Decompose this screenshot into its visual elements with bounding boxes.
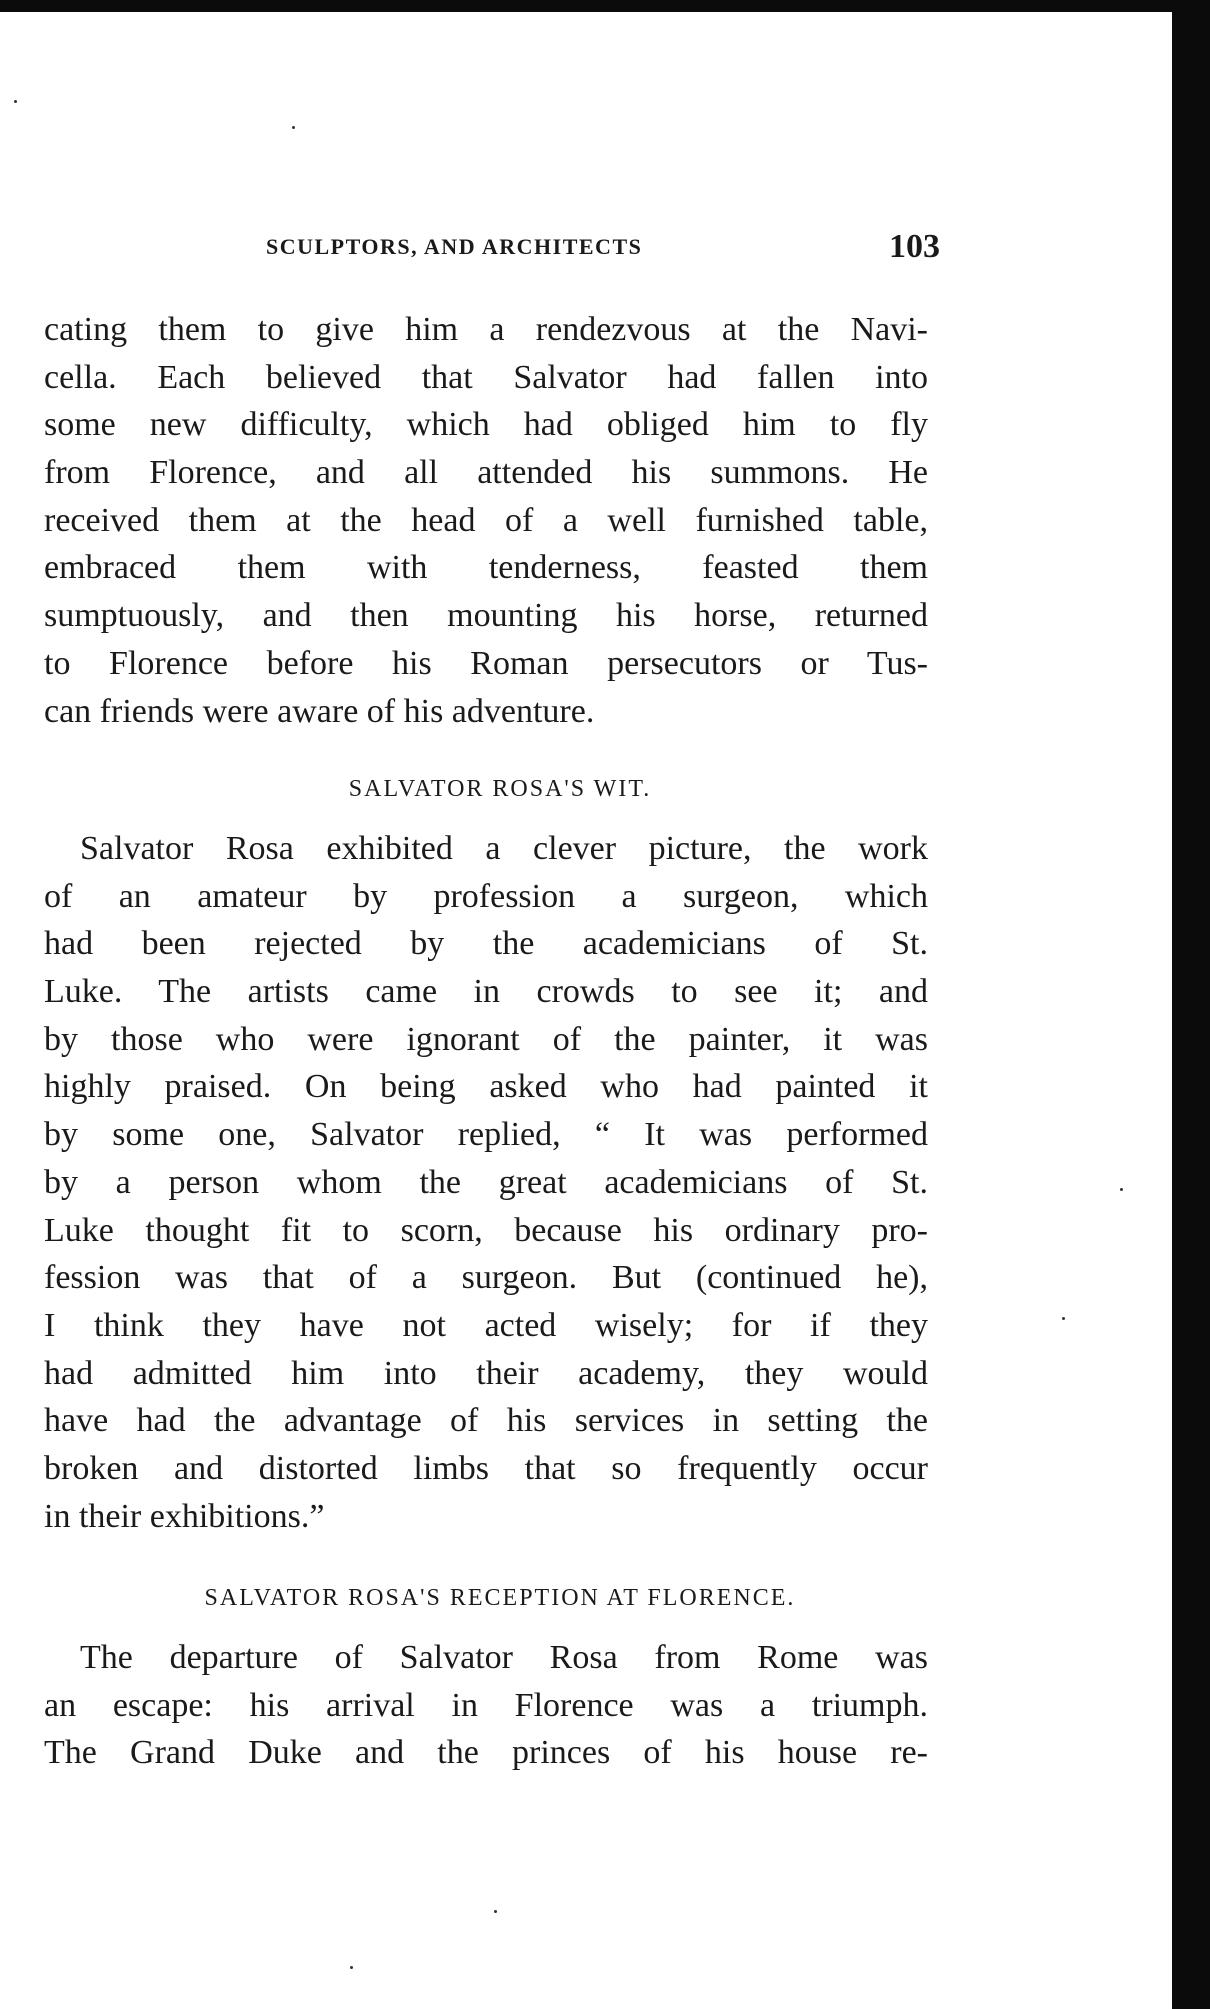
text-line: can friends were aware of his adventure. xyxy=(44,692,595,730)
text-line: some new difficulty, which had obliged him to fly xyxy=(44,406,928,444)
text-line: had been rejected by the academicians of St. xyxy=(44,925,928,963)
text-line: embraced them with tenderness, feasted them xyxy=(44,549,928,587)
text-line: Luke. The artists came in crowds to see it; and xyxy=(44,973,928,1011)
text-line: an escape: his arrival in Florence was a triumph. xyxy=(44,1686,928,1724)
running-head xyxy=(60,228,940,268)
text-line: sumptuously, and then mounting his horse, returned xyxy=(44,597,928,635)
section-heading: SALVATOR ROSA'S RECEPTION AT FLORENCE. xyxy=(204,1585,796,1611)
text-line: The departure of Salvator Rosa from Rome was xyxy=(80,1639,928,1676)
text-line: had admitted him into their academy, they would xyxy=(44,1354,928,1392)
text-line: broken and distorted limbs that so frequently occur xyxy=(44,1449,928,1487)
text-line: of an amateur by profession a surgeon, which xyxy=(44,877,928,915)
text-line: from Florence, and all attended his summons. He xyxy=(44,454,928,492)
text-line: cella. Each believed that Salvator had fallen into xyxy=(44,358,928,396)
text-line: Luke thought fit to scorn, because his ordinary pro- xyxy=(44,1211,928,1249)
text-line: by a person whom the great academicians of St. xyxy=(44,1163,928,1201)
text-line: highly praised. On being asked who had painted it xyxy=(44,1068,928,1106)
text-line: I think they have not acted wisely; for if they xyxy=(44,1306,928,1344)
text-line: fession was that of a surgeon. But (continued he), xyxy=(44,1259,928,1297)
running-head-title: SCULPTORS, AND ARCHITECTS xyxy=(266,234,643,259)
section-heading: SALVATOR ROSA'S WIT. xyxy=(348,776,652,802)
text-line: Salvator Rosa exhibited a clever picture, the work xyxy=(80,830,928,867)
text-line: have had the advantage of his services in setting the xyxy=(44,1402,928,1440)
paragraph-salvator-wit xyxy=(44,825,928,1540)
scan-right-edge xyxy=(1172,0,1210,2009)
text-line: by those who were ignorant of the painter, it was xyxy=(44,1020,928,1058)
text-line: cating them to give him a rendezvous at the Navi- xyxy=(44,311,928,348)
paragraph-continuation xyxy=(44,306,928,735)
text-line: received them at the head of a well furnished table, xyxy=(44,501,928,539)
text-line: to Florence before his Roman persecutors or Tus- xyxy=(44,644,928,682)
page-number: 103 xyxy=(889,228,940,265)
text-line: in their exhibitions.” xyxy=(44,1497,325,1535)
paragraph-reception-florence xyxy=(44,1634,928,1777)
text-line: The Grand Duke and the princes of his house re- xyxy=(44,1734,928,1772)
text-line: by some one, Salvator replied, “ It was performed xyxy=(44,1116,928,1154)
